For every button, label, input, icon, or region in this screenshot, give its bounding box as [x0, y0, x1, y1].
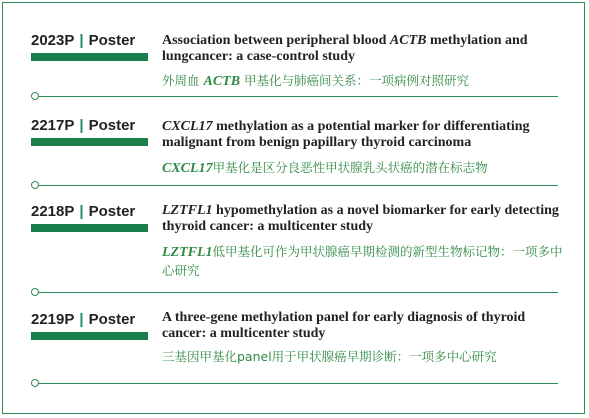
poster-label: Poster	[88, 117, 136, 134]
gene-name: ACTB	[203, 74, 241, 89]
divider-dot-icon	[31, 181, 39, 189]
divider-dot-icon	[31, 92, 39, 100]
poster-number: 2023P	[31, 32, 75, 49]
poster-separator: |	[79, 203, 84, 220]
title-text: 甲基化与肺癌间关系：一项病例对照研究	[240, 73, 470, 88]
title-text: 外周血	[162, 73, 204, 88]
poster-label: Poster	[88, 311, 136, 328]
accent-bar	[31, 138, 148, 146]
poster-tag	[31, 117, 151, 134]
poster-tag	[31, 203, 151, 220]
poster-title-chinese	[162, 348, 572, 367]
gene-name: CXCL17	[162, 119, 213, 134]
title-text: methylation and lungcancer: a case-control study	[162, 33, 528, 64]
accent-bar	[31, 53, 148, 61]
title-text: 低甲基化可作为甲状腺癌早期检测的新型生物标记物：一项多中心研究	[162, 244, 563, 278]
poster-title-english	[162, 203, 572, 235]
poster-title-english	[162, 33, 572, 65]
title-text: methylation as a potential marker for differentiating malignant from benign papillary thyroid carcinoma	[162, 119, 530, 150]
title-text: Association between peripheral blood	[162, 33, 390, 48]
poster-tag	[31, 32, 151, 49]
poster-title-english	[162, 119, 572, 151]
accent-bar	[31, 332, 148, 340]
divider-line	[36, 383, 558, 384]
poster-separator: |	[79, 117, 84, 134]
accent-bar	[31, 224, 148, 232]
title-text: 甲基化是区分良恶性甲状腺乳头状癌的潜在标志物	[212, 160, 488, 175]
title-text: hypomethylation as a novel biomarker for early detecting thyroid cancer: a multicenter study	[162, 203, 559, 234]
gene-name: ACTB	[389, 33, 427, 48]
poster-title-chinese	[162, 72, 572, 91]
title-text: A three-gene methylation panel for early diagnosis of thyroid cancer: a multicenter study	[162, 310, 526, 341]
title-text: 三基因甲基化panel用于甲状腺癌早期诊断：一项多中心研究	[162, 349, 497, 364]
divider-dot-icon	[31, 379, 39, 387]
poster-title-english	[162, 310, 572, 342]
divider-line	[36, 185, 558, 186]
poster-tag	[31, 311, 151, 328]
divider-line	[36, 96, 558, 97]
divider-line	[36, 292, 558, 293]
poster-title-chinese	[162, 243, 572, 280]
poster-number: 2219P	[31, 311, 75, 328]
poster-separator: |	[79, 311, 84, 328]
divider-dot-icon	[31, 288, 39, 296]
poster-title-chinese	[162, 159, 572, 178]
poster-number: 2218P	[31, 203, 75, 220]
poster-label: Poster	[88, 32, 136, 49]
poster-number: 2217P	[31, 117, 75, 134]
gene-name: LZTFL1	[162, 245, 213, 260]
poster-separator: |	[79, 32, 84, 49]
gene-name: CXCL17	[162, 161, 213, 176]
gene-name: LZTFL1	[162, 203, 213, 218]
poster-label: Poster	[88, 203, 136, 220]
